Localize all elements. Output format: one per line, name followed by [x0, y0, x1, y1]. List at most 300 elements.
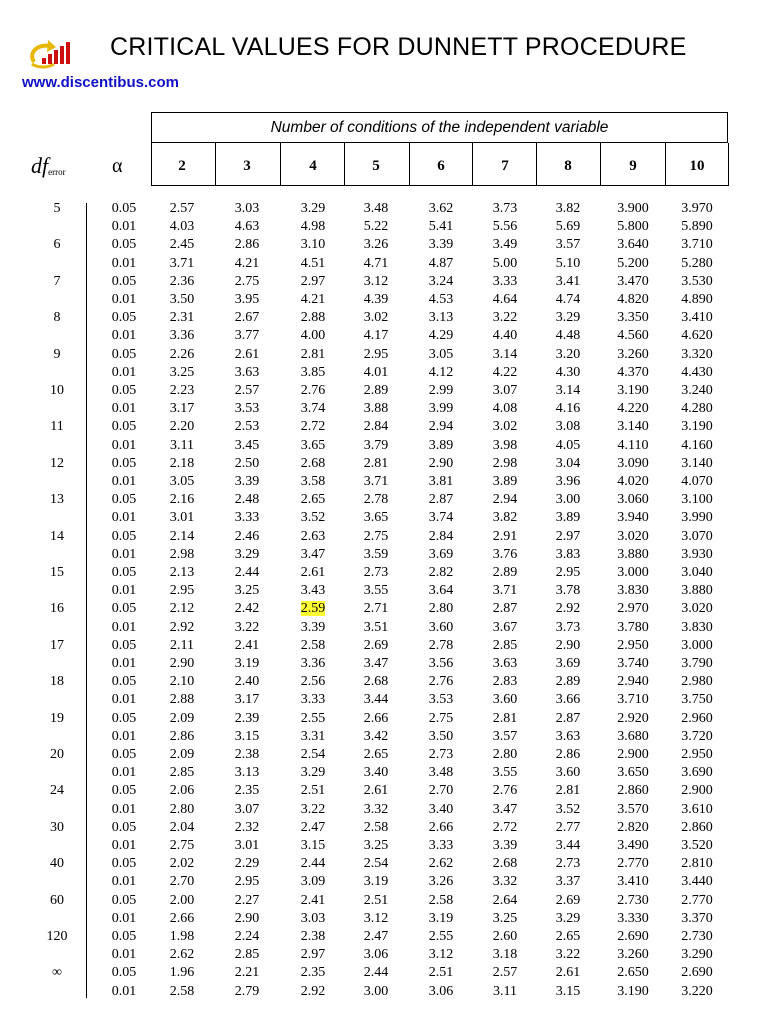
critical-value-cell: 1.98 — [169, 929, 195, 944]
critical-value-cell: 3.240 — [681, 383, 713, 398]
critical-value-cell: 2.51 — [300, 783, 326, 799]
critical-value-cell: 2.95 — [555, 565, 581, 580]
critical-value-cell: 2.89 — [555, 674, 581, 690]
critical-value-cell: 3.680 — [617, 728, 649, 744]
critical-value-cell: 3.64 — [428, 583, 454, 599]
critical-value-cell: 4.280 — [681, 401, 713, 417]
critical-value-cell: 2.18 — [169, 455, 195, 471]
critical-value-cell: 3.82 — [555, 201, 581, 216]
df-value: 19 — [50, 710, 64, 726]
critical-value-cell: 5.00 — [492, 255, 518, 271]
page-title: CRITICAL VALUES FOR DUNNETT PROCEDURE — [110, 33, 687, 61]
critical-value-cell: 3.470 — [617, 273, 649, 289]
website-link[interactable]: www.discentibus.com — [22, 74, 179, 91]
df-value: 9 — [53, 346, 61, 362]
critical-value-cell: 2.06 — [169, 783, 195, 799]
critical-value-cell: 2.970 — [617, 601, 649, 617]
critical-value-cell: 3.750 — [681, 692, 713, 708]
critical-value-cell: 3.57 — [492, 728, 518, 744]
critical-value-cell: 5.22 — [363, 219, 389, 235]
critical-value-cell: 2.83 — [492, 674, 518, 690]
column-divider — [728, 143, 729, 186]
critical-value-cell: 2.76 — [428, 674, 454, 690]
critical-value-cell: 3.10 — [300, 237, 326, 253]
df-value: 20 — [50, 747, 64, 762]
critical-value-cell: 2.73 — [363, 565, 389, 580]
critical-value-cell: 4.21 — [234, 255, 260, 271]
critical-value-cell: 2.91 — [492, 528, 518, 544]
critical-value-cell: 3.48 — [363, 201, 389, 216]
alpha-value: 0.05 — [111, 455, 137, 471]
column-divider — [536, 143, 537, 186]
critical-value-cell: 2.58 — [300, 637, 326, 653]
critical-value-cell: 3.530 — [681, 273, 713, 289]
critical-value-cell: 3.29 — [300, 201, 326, 216]
critical-value-cell: 3.880 — [681, 583, 713, 599]
critical-value-cell: 2.35 — [300, 965, 326, 981]
critical-value-cell: 3.03 — [300, 910, 326, 926]
alpha-value: 0.05 — [111, 965, 137, 981]
critical-value-cell: 2.55 — [300, 710, 326, 726]
critical-value-cell: 2.86 — [555, 747, 581, 762]
critical-value-cell: 2.58 — [363, 819, 389, 835]
critical-value-cell: 3.33 — [300, 692, 326, 708]
critical-value-cell: 2.40 — [234, 674, 260, 690]
column-divider — [600, 143, 601, 186]
critical-value-cell: 3.36 — [169, 328, 195, 344]
critical-value-cell: 3.37 — [555, 874, 581, 890]
critical-value-cell: 3.780 — [617, 619, 649, 635]
critical-value-cell: 4.370 — [617, 364, 649, 380]
header-bottom-line — [151, 185, 728, 186]
critical-value-cell: 2.80 — [428, 601, 454, 617]
critical-value-cell: 3.33 — [234, 510, 260, 526]
critical-value-cell: 4.12 — [428, 364, 454, 380]
critical-value-cell: 2.09 — [169, 747, 195, 762]
alpha-value: 0.05 — [111, 637, 137, 653]
critical-value-cell: 4.020 — [617, 474, 649, 489]
critical-value-cell: 2.92 — [300, 983, 326, 999]
critical-value-cell: 3.36 — [300, 656, 326, 671]
critical-value-cell: 3.19 — [428, 910, 454, 926]
critical-value-cell: 3.06 — [428, 983, 454, 999]
column-divider — [215, 143, 216, 186]
critical-value-cell: 3.83 — [555, 546, 581, 562]
column-header: 10 — [689, 158, 705, 174]
critical-value-cell: 3.89 — [492, 474, 518, 489]
critical-value-cell: 2.85 — [492, 637, 518, 653]
critical-value-cell: 2.66 — [363, 710, 389, 726]
critical-value-cell: 3.99 — [428, 401, 454, 417]
critical-value-cell: 3.63 — [492, 656, 518, 671]
critical-value-cell: 4.30 — [555, 364, 581, 380]
df-value: 8 — [53, 310, 61, 326]
critical-value-cell: 3.25 — [492, 910, 518, 926]
critical-value-cell: 3.03 — [234, 201, 260, 216]
critical-value-cell: 3.78 — [555, 583, 581, 599]
critical-value-cell: 4.63 — [234, 219, 260, 235]
critical-value-cell: 2.92 — [169, 619, 195, 635]
critical-value-cell: 3.22 — [492, 310, 518, 326]
alpha-value: 0.01 — [111, 328, 137, 344]
critical-value-cell: 3.410 — [681, 310, 713, 326]
critical-value-cell: 2.77 — [555, 819, 581, 835]
critical-value-cell: 3.410 — [617, 874, 649, 890]
critical-value-cell: 3.25 — [234, 583, 260, 599]
critical-value-cell: 3.090 — [617, 455, 649, 471]
critical-value-cell: 2.23 — [169, 383, 195, 398]
alpha-value: 0.05 — [111, 819, 137, 835]
critical-value-cell: 2.75 — [428, 710, 454, 726]
alpha-value: 0.01 — [111, 692, 137, 708]
critical-value-cell: 3.17 — [169, 401, 195, 417]
critical-value-cell: 2.98 — [169, 546, 195, 562]
critical-value-cell: 2.97 — [300, 273, 326, 289]
critical-value-cell: 2.54 — [363, 856, 389, 872]
critical-value-cell: 2.72 — [492, 819, 518, 835]
critical-value-cell: 2.56 — [300, 674, 326, 690]
critical-value-cell: 2.89 — [492, 565, 518, 580]
critical-value-cell: 3.020 — [681, 601, 713, 617]
critical-value-cell: 4.00 — [300, 328, 326, 344]
alpha-value: 0.01 — [111, 874, 137, 890]
critical-value-cell: 4.620 — [681, 328, 713, 344]
critical-value-cell: 2.900 — [617, 747, 649, 762]
alpha-value: 0.01 — [111, 583, 137, 599]
critical-value-cell: 2.11 — [170, 637, 194, 653]
alpha-value: 0.05 — [111, 565, 137, 580]
critical-value-cell: 2.61 — [234, 346, 260, 362]
alpha-value: 0.01 — [111, 765, 137, 781]
critical-value-cell: 3.85 — [300, 364, 326, 380]
critical-value-cell: 3.260 — [617, 346, 649, 362]
alpha-value: 0.01 — [111, 510, 137, 526]
critical-value-cell: 2.48 — [234, 492, 260, 508]
critical-value-cell: 2.10 — [169, 674, 195, 690]
df-error-label: $df_{error}$ — [31, 153, 66, 178]
critical-value-cell: 2.29 — [234, 856, 260, 872]
critical-value-cell: 4.220 — [617, 401, 649, 417]
critical-value-cell: 3.690 — [681, 765, 713, 781]
critical-value-cell: 2.86 — [234, 237, 260, 253]
critical-value-cell: 3.29 — [300, 765, 326, 781]
critical-value-cell: 3.720 — [681, 728, 713, 744]
critical-value-cell: 3.33 — [428, 838, 454, 853]
critical-value-cell: 4.16 — [555, 401, 581, 417]
critical-value-cell: 2.88 — [169, 692, 195, 708]
critical-value-cell: 3.39 — [428, 237, 454, 253]
critical-value-cell: 2.920 — [617, 710, 649, 726]
critical-value-cell: 3.60 — [492, 692, 518, 708]
critical-value-cell: 3.71 — [492, 583, 518, 599]
critical-value-cell: 3.69 — [428, 546, 454, 562]
critical-value-cell: 4.17 — [363, 328, 389, 344]
critical-value-cell: 2.69 — [555, 892, 581, 908]
critical-value-cell: 2.87 — [428, 492, 454, 508]
critical-value-cell: 2.95 — [234, 874, 260, 890]
critical-value-cell: 3.53 — [428, 692, 454, 708]
critical-value-cell: 4.01 — [363, 364, 389, 380]
critical-value-cell: 3.00 — [363, 983, 389, 999]
critical-value-cell: 5.800 — [617, 219, 649, 235]
df-value: 18 — [50, 674, 64, 690]
critical-value-cell: 3.070 — [681, 528, 713, 544]
critical-value-cell: 3.830 — [681, 619, 713, 635]
critical-value-cell: 4.48 — [555, 328, 581, 344]
critical-value-cell: 3.22 — [234, 619, 260, 635]
critical-value-cell: 4.05 — [555, 437, 581, 453]
critical-value-cell: 2.94 — [428, 419, 454, 435]
critical-value-cell: 2.16 — [169, 492, 195, 508]
critical-value-cell: 2.47 — [300, 819, 326, 835]
critical-value-cell: 2.14 — [169, 528, 195, 544]
critical-value-cell: 2.61 — [363, 783, 389, 799]
critical-value-cell: 2.61 — [300, 565, 326, 580]
df-value: 40 — [50, 856, 64, 872]
critical-value-cell: 2.35 — [234, 783, 260, 799]
critical-value-cell: 3.930 — [681, 546, 713, 562]
critical-value-cell: 3.58 — [300, 474, 326, 489]
critical-value-cell: 3.73 — [555, 619, 581, 635]
critical-value-cell: 2.650 — [617, 965, 649, 981]
critical-value-cell: 3.02 — [492, 419, 518, 435]
critical-value-cell: 2.51 — [428, 965, 454, 981]
critical-value-cell: 4.51 — [300, 255, 326, 271]
critical-value-cell: 2.32 — [234, 819, 260, 835]
df-value: 30 — [50, 819, 64, 835]
df-value: 15 — [50, 565, 64, 580]
df-value: 7 — [53, 273, 61, 289]
critical-value-cell: 3.060 — [617, 492, 649, 508]
critical-value-cell: 2.690 — [681, 965, 713, 981]
critical-value-cell: 2.90 — [234, 910, 260, 926]
critical-value-cell: 3.14 — [492, 346, 518, 362]
critical-value-cell: 2.21 — [234, 965, 260, 981]
critical-value-cell: 3.22 — [300, 801, 326, 817]
critical-value-cell: 3.19 — [363, 874, 389, 890]
critical-value-cell: 3.740 — [617, 656, 649, 671]
alpha-value: 0.05 — [111, 674, 137, 690]
critical-value-cell: 2.75 — [169, 838, 195, 853]
critical-value-cell: 5.200 — [617, 255, 649, 271]
critical-value-cell: 2.42 — [234, 601, 260, 617]
alpha-value: 0.01 — [111, 219, 137, 235]
critical-value-cell: 2.94 — [492, 492, 518, 508]
critical-value-cell: 2.72 — [300, 419, 326, 435]
critical-value-cell: 2.66 — [428, 819, 454, 835]
critical-value-cell: 3.00 — [555, 492, 581, 508]
critical-value-cell: 3.89 — [555, 510, 581, 526]
critical-value-cell: 2.04 — [169, 819, 195, 835]
critical-value-cell: 2.95 — [363, 346, 389, 362]
critical-value-cell: 3.900 — [617, 201, 649, 216]
critical-value-cell: 3.100 — [681, 492, 713, 508]
critical-value-cell: 3.60 — [555, 765, 581, 781]
critical-value-cell: 3.520 — [681, 838, 713, 853]
alpha-value: 0.01 — [111, 437, 137, 453]
critical-value-cell: 2.66 — [169, 910, 195, 926]
df-value: 13 — [50, 492, 64, 508]
critical-value-cell: 2.65 — [363, 747, 389, 762]
critical-value-cell: 2.82 — [428, 565, 454, 580]
critical-value-cell: 2.730 — [617, 892, 649, 908]
critical-value-cell: 2.00 — [169, 892, 195, 908]
critical-value-cell: 3.89 — [428, 437, 454, 453]
critical-value-cell: 3.49 — [492, 237, 518, 253]
critical-value-cell: 3.47 — [492, 801, 518, 817]
critical-value-cell: 3.26 — [363, 237, 389, 253]
alpha-value: 0.05 — [111, 492, 137, 508]
critical-value-cell: 2.90 — [555, 637, 581, 653]
critical-value-cell: 3.44 — [555, 838, 581, 853]
critical-value-cell: 2.44 — [363, 965, 389, 981]
critical-value-cell: 3.62 — [428, 201, 454, 216]
critical-value-cell: 3.47 — [363, 656, 389, 671]
critical-value-cell: 3.77 — [234, 328, 260, 344]
critical-value-cell: 3.96 — [555, 474, 581, 489]
critical-value-cell: 3.31 — [300, 728, 326, 744]
critical-value-cell: 2.79 — [234, 983, 260, 999]
column-divider — [409, 143, 410, 186]
critical-value-cell: 3.32 — [363, 801, 389, 817]
alpha-value: 0.01 — [111, 910, 137, 926]
critical-value-cell: 3.79 — [363, 437, 389, 453]
critical-value-cell: 2.71 — [363, 601, 389, 617]
alpha-value: 0.01 — [111, 255, 137, 271]
critical-value-cell: 3.98 — [492, 437, 518, 453]
critical-value-cell: 2.84 — [363, 419, 389, 435]
critical-value-cell: 2.87 — [492, 601, 518, 617]
critical-value-cell: 3.33 — [492, 273, 518, 289]
critical-value-cell: 2.86 — [169, 728, 195, 744]
critical-value-cell: 3.11 — [170, 437, 194, 453]
critical-value-cell: 4.29 — [428, 328, 454, 344]
critical-value-cell: 2.63 — [300, 528, 326, 544]
critical-value-cell: 3.05 — [169, 474, 195, 489]
critical-value-cell: 3.29 — [555, 310, 581, 326]
df-value: 11 — [50, 419, 64, 435]
critical-value-cell: 2.44 — [234, 565, 260, 580]
critical-value-cell: 3.39 — [492, 838, 518, 853]
critical-value-cell: 5.10 — [555, 255, 581, 271]
critical-value-cell: 4.070 — [681, 474, 713, 489]
df-value: 60 — [50, 892, 64, 908]
critical-value-cell: 3.60 — [428, 619, 454, 635]
critical-value-cell: 4.560 — [617, 328, 649, 344]
critical-value-cell: 2.810 — [681, 856, 713, 872]
critical-value-cell: 3.81 — [428, 474, 454, 489]
df-value: 120 — [46, 929, 68, 944]
critical-value-cell: 3.73 — [492, 201, 518, 216]
critical-value-cell: 2.85 — [234, 947, 260, 963]
critical-value-cell: 2.84 — [428, 528, 454, 544]
critical-value-cell: 3.25 — [169, 364, 195, 380]
critical-value-cell: 2.69 — [363, 637, 389, 653]
alpha-value: 0.01 — [111, 728, 137, 744]
left-rule — [86, 203, 87, 998]
critical-value-cell: 3.190 — [617, 983, 649, 999]
critical-value-cell: 2.67 — [234, 310, 260, 326]
critical-value-cell: 1.96 — [169, 965, 195, 981]
critical-value-cell: 2.45 — [169, 237, 195, 253]
critical-value-cell: 2.50 — [234, 455, 260, 471]
alpha-value: 0.01 — [111, 292, 137, 307]
critical-value-cell: 3.88 — [363, 401, 389, 417]
critical-value-cell: 3.17 — [234, 692, 260, 708]
critical-value-cell: 3.63 — [234, 364, 260, 380]
critical-value-cell: 3.15 — [234, 728, 260, 744]
critical-value-cell: 2.68 — [363, 674, 389, 690]
alpha-value: 0.05 — [111, 273, 137, 289]
critical-value-cell: 3.43 — [300, 583, 326, 599]
critical-value-cell: 3.710 — [681, 237, 713, 253]
critical-value-cell: 3.66 — [555, 692, 581, 708]
critical-value-cell: 3.76 — [492, 546, 518, 562]
alpha-value: 0.01 — [111, 619, 137, 635]
critical-value-cell: 3.39 — [300, 619, 326, 635]
critical-value-cell: 3.12 — [363, 910, 389, 926]
critical-value-cell: 2.41 — [234, 637, 260, 653]
critical-value-cell: 3.65 — [363, 510, 389, 526]
df-value: 14 — [50, 528, 64, 544]
critical-value-cell: 4.160 — [681, 437, 713, 453]
critical-value-cell: 3.710 — [617, 692, 649, 708]
critical-value-cell: 2.950 — [681, 747, 713, 762]
critical-value-cell: 3.29 — [555, 910, 581, 926]
critical-value-cell: 2.02 — [169, 856, 195, 872]
critical-value-cell: 3.12 — [428, 947, 454, 963]
critical-value-cell: 4.21 — [300, 292, 326, 307]
critical-value-cell: 2.76 — [492, 783, 518, 799]
critical-value-cell: 2.20 — [169, 419, 195, 435]
critical-value-cell: 3.95 — [234, 292, 260, 307]
critical-value-cell: 3.020 — [617, 528, 649, 544]
critical-value-cell: 5.69 — [555, 219, 581, 235]
critical-value-cell: 2.09 — [169, 710, 195, 726]
critical-value-cell: 4.430 — [681, 364, 713, 380]
critical-value-cell: 3.71 — [169, 255, 195, 271]
alpha-value: 0.05 — [111, 892, 137, 908]
critical-value-cell: 3.42 — [363, 728, 389, 744]
alpha-value: 0.05 — [111, 346, 137, 362]
critical-value-cell: 2.27 — [234, 892, 260, 908]
critical-value-cell: 3.50 — [428, 728, 454, 744]
critical-value-cell: 4.39 — [363, 292, 389, 307]
critical-value-cell: 3.63 — [555, 728, 581, 744]
critical-value-cell: 3.570 — [617, 801, 649, 817]
critical-value-cell: 2.75 — [234, 273, 260, 289]
critical-value-cell: 3.260 — [617, 947, 649, 963]
critical-value-cell: 2.54 — [300, 747, 326, 762]
critical-value-cell: 3.880 — [617, 546, 649, 562]
df-value: ∞ — [52, 965, 62, 981]
critical-value-cell: 2.860 — [681, 819, 713, 835]
highlighted-value: 2.59 — [300, 601, 326, 617]
critical-value-cell: 2.70 — [428, 783, 454, 799]
critical-value-cell: 2.92 — [555, 601, 581, 617]
critical-value-cell: 2.39 — [234, 710, 260, 726]
critical-value-cell: 3.15 — [300, 838, 326, 853]
critical-value-cell: 2.81 — [492, 710, 518, 726]
critical-value-cell: 2.860 — [617, 783, 649, 799]
critical-value-cell: 3.330 — [617, 910, 649, 926]
critical-value-cell: 2.87 — [555, 710, 581, 726]
df-value: 10 — [50, 383, 64, 398]
critical-value-cell: 3.41 — [555, 273, 581, 289]
critical-value-cell: 2.60 — [492, 929, 518, 944]
critical-value-cell: 5.41 — [428, 219, 454, 235]
critical-value-cell: 2.38 — [300, 929, 326, 944]
